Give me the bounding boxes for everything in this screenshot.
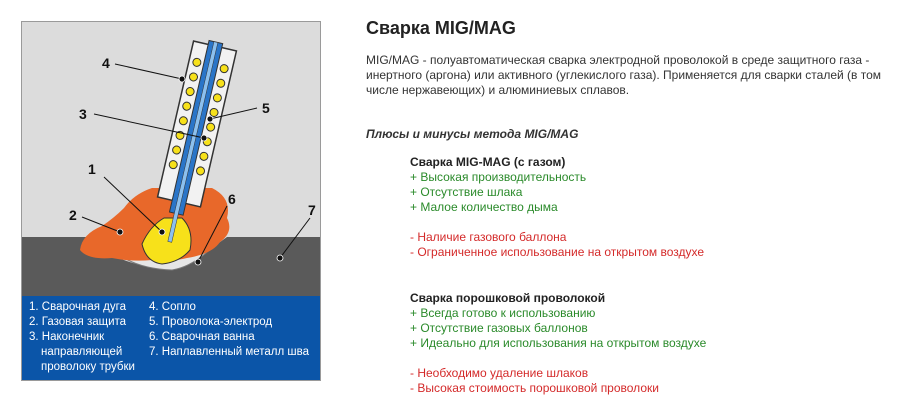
page-title: Сварка MIG/MAG — [366, 18, 516, 38]
method-gas — [410, 155, 704, 260]
legend-item: 3. Наконечник — [29, 331, 105, 343]
pro-item: + Отсутствие газовых баллонов — [410, 321, 588, 335]
method-title: Сварка порошковой проволокой — [410, 291, 606, 305]
con-item: - Высокая стоимость порошковой проволоки — [410, 381, 659, 395]
legend-item: проволоку трубки — [41, 361, 135, 373]
con-item: - Ограниченное использование на открытом воздухе — [410, 245, 705, 259]
method-flux-core — [410, 291, 706, 396]
pros-cons-heading: Плюсы и минусы метода MIG/MAG — [366, 127, 579, 141]
legend-column-left — [29, 300, 147, 375]
pro-item: + Всегда готово к использованию — [410, 306, 596, 320]
callout-7: 7 — [308, 202, 316, 218]
callout-1: 1 — [88, 161, 96, 177]
con-item: - Наличие газового баллона — [410, 230, 567, 244]
intro-paragraph: MIG/MAG - полуавтоматическая сварка электродной проволокой в среде защитного газа - инертного (аргона) или активного (углекислого газа). Применяется для сварки сталей (в том числе нержавеющих) и алюминиевых сплавов. — [366, 53, 882, 97]
legend-item: 5. Проволока-электрод — [149, 316, 273, 328]
welding-diagram — [22, 22, 321, 296]
legend-item: 2. Газовая защита — [29, 316, 127, 328]
pro-item: + Высокая производительность — [410, 170, 587, 184]
diagram-legend — [22, 296, 321, 381]
con-item: - Необходимо удаление шлаков — [410, 366, 589, 380]
method-title: Сварка MIG-MAG (с газом) — [410, 155, 566, 169]
legend-column-right — [149, 300, 309, 360]
welding-diagram-panel — [21, 21, 321, 381]
callout-4: 4 — [102, 55, 110, 71]
pro-item: + Малое количество дыма — [410, 200, 558, 214]
legend-item: 4. Сопло — [149, 301, 196, 313]
callout-3: 3 — [79, 106, 87, 122]
legend-item: 1. Сварочная дуга — [29, 301, 126, 313]
pro-item: + Идеально для использования на открытом воздухе — [410, 336, 707, 350]
legend-item: 7. Наплавленный металл шва — [149, 346, 310, 358]
pro-item: + Отсутствие шлака — [410, 185, 523, 199]
legend-item: направляющей — [41, 346, 123, 358]
callout-6: 6 — [228, 191, 236, 207]
article-text — [366, 18, 906, 395]
legend-item: 6. Сварочная ванна — [149, 331, 255, 343]
callout-5: 5 — [262, 100, 270, 116]
callout-2: 2 — [69, 207, 77, 223]
